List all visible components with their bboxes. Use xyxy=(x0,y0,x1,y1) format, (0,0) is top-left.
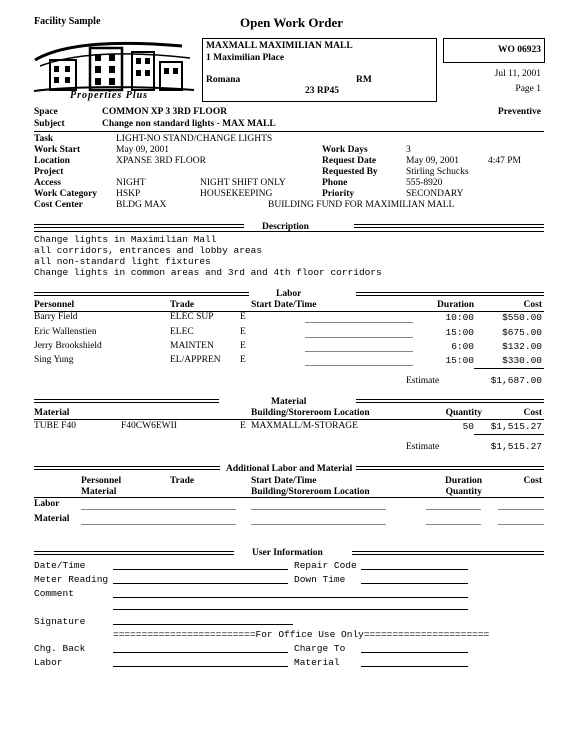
page-title: Open Work Order xyxy=(240,15,344,30)
labor-estimate-label: Estimate xyxy=(406,376,440,386)
meter-reading-label: Meter Reading xyxy=(34,574,109,585)
material-col-quantity: Quantity xyxy=(445,408,482,418)
material-col-cost: Cost xyxy=(523,408,542,418)
address-line1: MAXMALL MAXIMILIAN MALL xyxy=(206,41,353,51)
charge-to-label: Charge To xyxy=(294,643,346,654)
work-category-value: HSKP xyxy=(116,189,141,199)
priority-label: Priority xyxy=(322,189,355,199)
office-use-divider: =========================For Office Use Only====================== xyxy=(113,629,490,640)
work-start-label: Work Start xyxy=(34,145,81,155)
labor-heading: Labor xyxy=(276,289,302,299)
requested-by-value: Stirling Schucks xyxy=(406,167,469,177)
labor-personnel: Eric Wallenstien xyxy=(34,327,97,337)
material-estimate-value: $1,515.27 xyxy=(490,441,542,452)
labor-estimate-value: $1,687.00 xyxy=(490,375,542,386)
material-name: TUBE F40 xyxy=(34,421,76,431)
labor-col-personnel: Personnel xyxy=(34,300,75,310)
labor-trade: MAINTEN xyxy=(170,341,214,351)
access-label: Access xyxy=(34,178,61,188)
location-value: XPANSE 3RD FLOOR xyxy=(116,156,206,166)
additional-material-location-field[interactable] xyxy=(251,524,386,525)
material-estimate-label: Estimate xyxy=(406,442,440,452)
meter-reading-field[interactable] xyxy=(113,583,288,584)
material-heading: Material xyxy=(271,397,307,407)
office-material-label: Material xyxy=(294,657,340,668)
labor-code: E xyxy=(240,341,246,351)
work-start-value: May 09, 2001 xyxy=(116,145,170,155)
additional-col-cost: Cost xyxy=(523,476,542,486)
work-days-label: Work Days xyxy=(322,145,368,155)
subject-value: Change non standard lights - MAX MALL xyxy=(102,119,276,129)
comment-label: Comment xyxy=(34,588,74,599)
labor-duration: 6:00 xyxy=(451,341,474,352)
request-date-value: May 09, 2001 xyxy=(406,156,460,166)
labor-cost: $675.00 xyxy=(502,327,542,338)
office-material-field[interactable] xyxy=(361,666,468,667)
request-time-value: 4:47 PM xyxy=(488,156,521,166)
additional-col-start: Start Date/Time xyxy=(251,476,317,486)
address-rm: RM xyxy=(356,75,372,85)
down-time-label: Down Time xyxy=(294,574,346,585)
description-line: Change lights in Maximilian Mall xyxy=(34,234,217,245)
cost-center-value: BLDG MAX xyxy=(116,200,167,210)
description-line: Change lights in common areas and 3rd and 4th floor corridors xyxy=(34,267,382,278)
labor-code: E xyxy=(240,312,246,322)
labor-cost: $330.00 xyxy=(502,355,542,366)
address-line3: Romana xyxy=(206,75,241,85)
additional-labor-duration-field[interactable] xyxy=(426,509,481,510)
chg-back-field[interactable] xyxy=(113,652,288,653)
additional-labor-start-field[interactable] xyxy=(251,509,386,510)
material-col-location: Building/Storeroom Location xyxy=(251,408,370,418)
work-type: Preventive xyxy=(497,107,541,117)
additional-row-material: Material xyxy=(34,514,70,524)
access-note: NIGHT SHIFT ONLY xyxy=(200,178,286,188)
space-value: COMMON XP 3 3RD FLOOR xyxy=(102,107,228,117)
header-date: Jul 11, 2001 xyxy=(494,69,541,79)
comment-field[interactable] xyxy=(113,597,468,598)
material-quantity: 50 xyxy=(462,421,474,432)
page-number: Page 1 xyxy=(515,84,541,94)
labor-duration: 10:00 xyxy=(445,312,474,323)
labor-code: E xyxy=(240,327,246,337)
material-cost: $1,515.27 xyxy=(490,421,542,432)
labor-personnel: Sing Yung xyxy=(34,355,74,365)
labor-trade: ELEC xyxy=(170,327,194,337)
comment-field-line2[interactable] xyxy=(113,609,468,610)
labor-trade: ELEC SUP xyxy=(170,312,214,322)
additional-col-quantity: Quantity xyxy=(445,487,482,497)
properties-plus-logo xyxy=(32,38,197,104)
location-label: Location xyxy=(34,156,70,166)
labor-col-trade: Trade xyxy=(170,300,195,310)
material-part: F40CW6EWII xyxy=(121,421,177,431)
material-location: MAXMALL/M-STORAGE xyxy=(251,421,358,431)
phone-label: Phone xyxy=(322,178,348,188)
space-label: Space xyxy=(34,107,58,117)
task-label: Task xyxy=(34,134,54,144)
labor-cost: $550.00 xyxy=(502,312,542,323)
material-code: E xyxy=(240,421,246,431)
chg-back-label: Chg. Back xyxy=(34,643,86,654)
subject-label: Subject xyxy=(34,119,65,129)
cost-center-label: Cost Center xyxy=(34,200,83,210)
labor-duration: 15:00 xyxy=(445,327,474,338)
labor-duration: 15:00 xyxy=(445,355,474,366)
labor-personnel: Jerry Brookshield xyxy=(34,341,102,351)
additional-col-personnel: Personnel xyxy=(81,476,122,486)
signature-label: Signature xyxy=(34,616,86,627)
labor-trade: EL/APPREN xyxy=(170,355,221,365)
date-time-field[interactable] xyxy=(113,569,288,570)
labor-cost: $132.00 xyxy=(502,341,542,352)
cost-center-note: BUILDING FUND FOR MAXIMILIAN MALL xyxy=(268,200,455,210)
additional-labor-personnel-field[interactable] xyxy=(81,509,236,510)
labor-col-cost: Cost xyxy=(523,300,542,310)
labor-code: E xyxy=(240,355,246,365)
user-info-heading: User Information xyxy=(252,548,323,558)
description-heading: Description xyxy=(262,222,309,232)
logo-text: Properties Plus xyxy=(70,90,149,101)
facility-name: Facility Sample xyxy=(34,16,101,27)
phone-value: 555-8920 xyxy=(406,178,443,188)
repair-code-field[interactable] xyxy=(361,569,468,570)
access-value: NIGHT xyxy=(116,178,146,188)
description-line: all non-standard light fixtures xyxy=(34,256,211,267)
request-date-label: Request Date xyxy=(322,156,377,166)
work-category-note: HOUSEKEEPING xyxy=(200,189,273,199)
labor-col-start: Start Date/Time xyxy=(251,300,317,310)
requested-by-label: Requested By xyxy=(322,167,378,177)
additional-col-trade: Trade xyxy=(170,476,195,486)
additional-heading: Additional Labor and Material xyxy=(226,464,353,474)
additional-material-cost-field[interactable] xyxy=(498,524,544,525)
down-time-field[interactable] xyxy=(361,583,468,584)
address-room: 23 RP45 xyxy=(305,86,340,96)
labor-col-duration: Duration xyxy=(437,300,474,310)
labor-personnel: Barry Field xyxy=(34,312,78,322)
work-category-label: Work Category xyxy=(34,189,98,199)
priority-value: SECONDARY xyxy=(406,189,464,199)
additional-col-material: Material xyxy=(81,487,117,497)
wo-number: WO 06923 xyxy=(497,45,541,55)
additional-material-quantity-field[interactable] xyxy=(426,524,481,525)
additional-col-location: Building/Storeroom Location xyxy=(251,487,370,497)
repair-code-label: Repair Code xyxy=(294,560,357,571)
signature-field[interactable] xyxy=(113,624,293,625)
office-labor-field[interactable] xyxy=(113,666,288,667)
material-col-material: Material xyxy=(34,408,70,418)
date-time-label: Date/Time xyxy=(34,560,86,571)
description-line: all corridors, entrances and lobby areas xyxy=(34,245,263,256)
project-label: Project xyxy=(34,167,64,177)
address-line2: 1 Maximilian Place xyxy=(206,53,285,63)
task-value: LIGHT-NO STAND/CHANGE LIGHTS xyxy=(116,134,273,144)
work-days-value: 3 xyxy=(406,145,411,155)
additional-material-name-field[interactable] xyxy=(81,524,236,525)
additional-row-labor: Labor xyxy=(34,499,60,509)
additional-col-duration: Duration xyxy=(445,476,482,486)
charge-to-field[interactable] xyxy=(361,652,468,653)
additional-labor-cost-field[interactable] xyxy=(498,509,544,510)
office-labor-label: Labor xyxy=(34,657,63,668)
